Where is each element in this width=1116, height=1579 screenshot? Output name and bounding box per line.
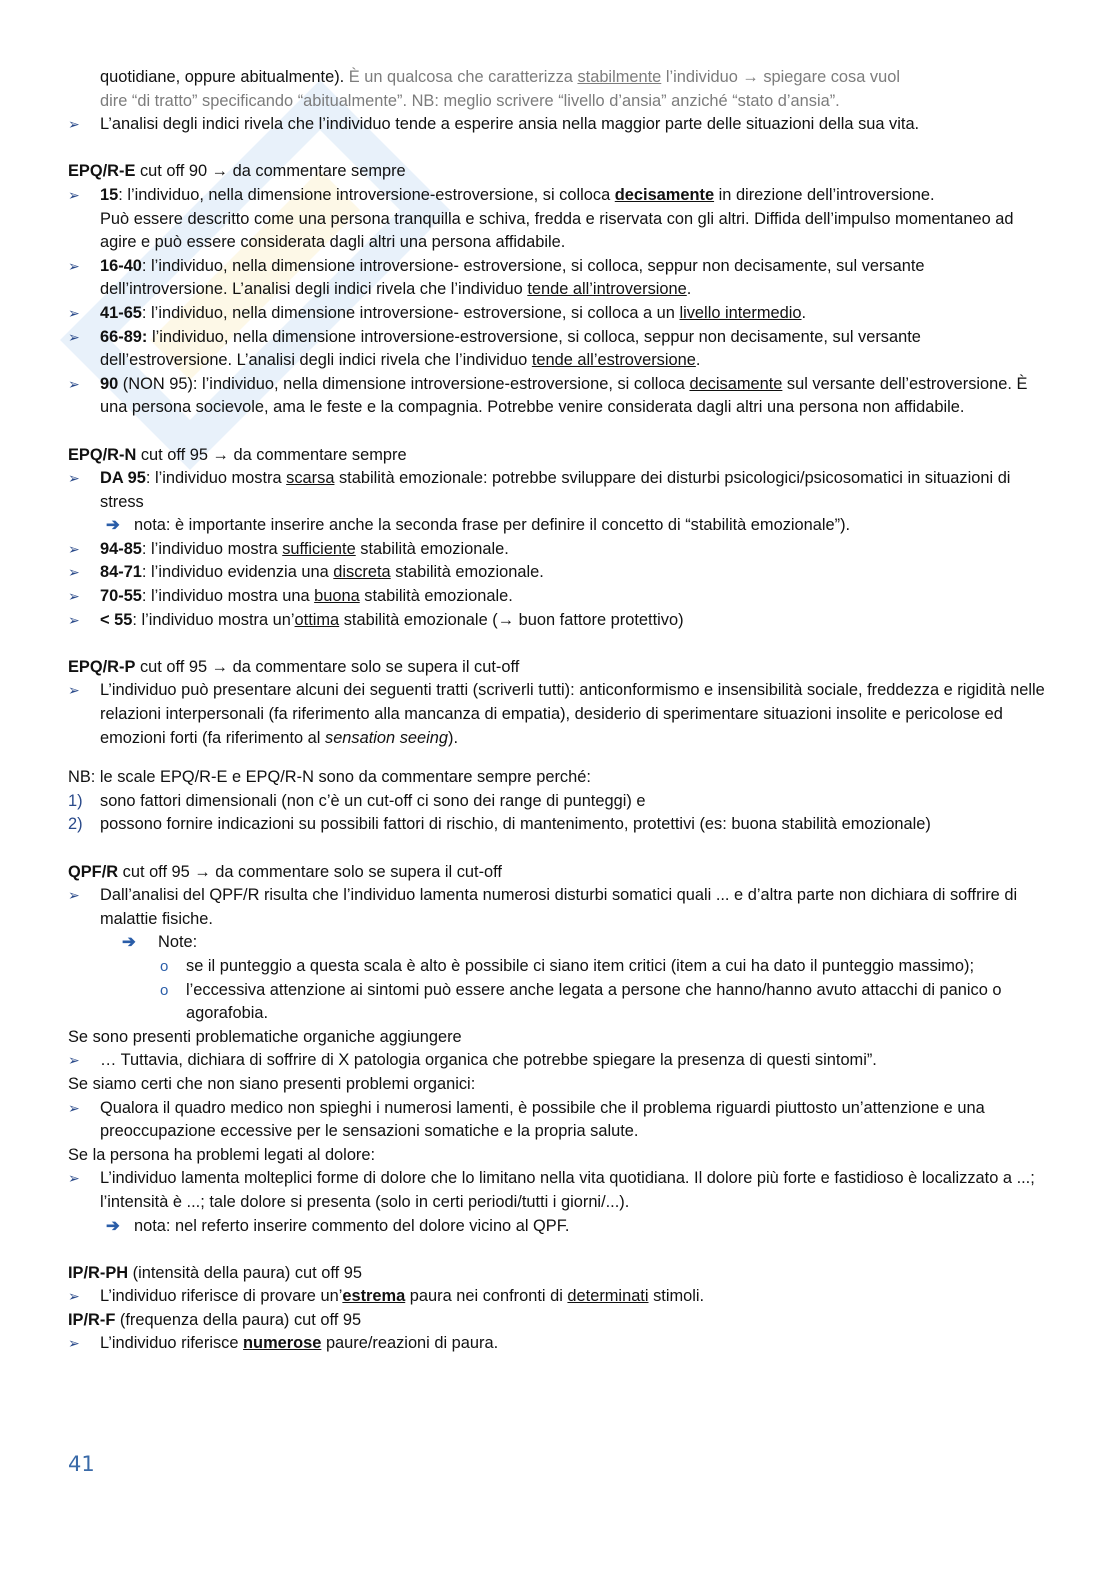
list-item: ➢ 41-65: l’individuo, nella dimensione introversione- estroversione, si colloca a un livello intermedio. <box>68 302 1048 326</box>
arrow-bullet-icon: ➢ <box>68 186 80 203</box>
section-heading-epqn: EPQ/R-N cut off 95 → da commentare sempre <box>68 445 407 464</box>
arrow-bullet-icon: ➢ <box>68 1099 80 1116</box>
circle-bullet-icon: o <box>160 981 169 999</box>
condition-heading: Se la persona ha problemi legati al dolore: <box>68 1145 376 1164</box>
section-heading-epqe: EPQ/R-E cut off 90 → da commentare sempre <box>68 162 406 181</box>
list-item: ➢ 66-89: l’individuo, nella dimensione introversione-estroversione, si colloca, seppur non decisamente, sul versante dell’estroversione. L’analisi degli indici rivela che l’individuo tende all’estroversione. <box>68 327 921 370</box>
section-heading-epqp: EPQ/R-P cut off 95 → da commentare solo se supera il cut-off <box>68 657 520 676</box>
note-line: ➔ nota: nel referto inserire commento del dolore vicino al QPF. <box>68 1215 1048 1239</box>
list-item: ➢ … Tuttavia, dichiara di soffrire di X patologia organica che potrebbe spiegare la presenza di questi sintomi”. <box>68 1049 1048 1073</box>
arrow-bullet-icon: ➢ <box>68 304 80 321</box>
arrow-bullet-icon: ➢ <box>68 470 80 487</box>
arrow-bullet-icon: ➢ <box>68 328 80 345</box>
section-heading-ipph: IP/R-PH (intensità della paura) cut off 95 <box>68 1263 362 1282</box>
arrow-bullet-icon: ➢ <box>68 682 80 699</box>
right-arrow-icon: ➔ <box>106 516 120 535</box>
intro-line-1: quotidiane, oppure abitualmente). È un qualcosa che caratterizza stabilmente l’individuo → spiegare cosa vuol <box>100 68 900 86</box>
intro-bullet: ➢ L’analisi degli indici rivela che l’individuo tende a esperire ansia nella maggior parte delle situazioni della sua vita. <box>68 113 1048 137</box>
nb-intro: NB: le scale EPQ/R-E e EPQ/R-N sono da commentare sempre perché: <box>68 768 591 787</box>
arrow-bullet-icon: ➢ <box>68 564 80 581</box>
arrow-bullet-icon: ➢ <box>68 540 80 557</box>
arrow-bullet-icon: ➢ <box>68 116 80 133</box>
list-item: ➢ L’individuo riferisce numerose paure/reazioni di paura. <box>68 1332 1048 1356</box>
note-label: ➔ Note: <box>68 931 1048 955</box>
page-number: 41 <box>68 1452 95 1476</box>
note-line: ➔ nota: è importante inserire anche la seconda frase per definire il concetto di “stabilità emozionale”). <box>68 514 1048 538</box>
arrow-bullet-icon: ➢ <box>68 1288 80 1305</box>
circle-bullet-icon: o <box>160 957 169 975</box>
arrow-bullet-icon: ➢ <box>68 588 80 605</box>
list-item: ➢ 16-40: l’individuo, nella dimensione introversione- estroversione, si colloca, seppur non decisamente, sul versante dell’introversione. L’analisi degli indici rivela che l’individuo tende all’introversione. <box>68 256 925 299</box>
list-item: ➢ 70-55: l’individuo mostra una buona stabilità emozionale. <box>68 585 1048 609</box>
list-item: ➢ 84-71: l’individuo evidenzia una discreta stabilità emozionale. <box>68 561 1048 585</box>
arrow-bullet-icon: ➢ <box>68 1335 80 1352</box>
arrow-bullet-icon: ➢ <box>68 375 80 392</box>
arrow-bullet-icon: ➢ <box>68 1170 80 1187</box>
list-item: ➢ Dall’analisi del QPF/R risulta che l’individuo lamenta numerosi disturbi somatici quali ... e d’altra parte non dichiara di soffrire di malattie fisiche. <box>68 886 1018 928</box>
document-body <box>68 66 1048 1356</box>
arrow-bullet-icon: ➢ <box>68 611 80 628</box>
list-item: ➢ L’individuo lamenta molteplici forme di dolore che lo limitano nella vita quotidiana. Il dolore più forte e fastidioso è localizzato a ...; l’intensità è ...; tale dolore si presenta (solo in certi periodi/tutti i giorni/...). <box>68 1169 1035 1211</box>
numbered-item: 2) possono fornire indicazioni su possibili fattori di rischio, di mantenimento, protettivi (es: buona stabilità emozionale) <box>68 815 931 834</box>
list-item: ➢ 94-85: l’individuo mostra sufficiente stabilità emozionale. <box>68 538 1048 562</box>
sub-list-item: o l’eccessiva attenzione ai sintomi può essere anche legata a persone che hanno/hanno avuto attacchi di panico o agorafobia. <box>160 980 1002 1023</box>
section-heading-ipf: IP/R-F (frequenza della paura) cut off 95 <box>68 1310 362 1329</box>
numbered-item: 1) sono fattori dimensionali (non c’è un cut-off ci sono dei range di punteggi) e <box>68 791 646 810</box>
arrow-bullet-icon: ➢ <box>68 257 80 274</box>
list-item: ➢ 90 (NON 95): l’individuo, nella dimensione introversione-estroversione, si colloca decisamente sul versante dell’estroversione. È una persona socievole, ama le feste e la compagnia. Potrebbe venire considerata dagli altri una persona non affidabile. <box>68 374 1028 417</box>
sub-list-item: o se il punteggio a questa scala è alto è possibile ci siano item critici (item a cui ha dato il punteggio massimo); <box>68 955 1048 979</box>
section-heading-qpf: QPF/R cut off 95 → da commentare solo se supera il cut-off <box>68 862 502 881</box>
condition-heading: Se siamo certi che non siano presenti problemi organici: <box>68 1074 476 1093</box>
list-item: ➢ Qualora il quadro medico non spieghi i numerosi lamenti, è possibile che il problema riguardi piuttosto un’attenzione e una preoccupazione eccessive per le sensazioni somatiche e la propria salute. <box>68 1098 985 1141</box>
list-item: ➢ L’individuo riferisce di provare un’estrema paura nei confronti di determinati stimoli. <box>68 1285 1048 1309</box>
arrow-bullet-icon: ➢ <box>68 1052 80 1069</box>
list-item: ➢ < 55: l’individuo mostra un’ottima stabilità emozionale (→ buon fattore protettivo) <box>68 609 1048 633</box>
list-item: ➢ L’individuo può presentare alcuni dei seguenti tratti (scriverli tutti): anticonformismo e insensibilità sociale, freddezza e rigidità nelle relazioni interpersonali (fa riferimento alla mancanza di empatia), desiderio di sperimentare situazioni insolite e pericolose ed emozioni forti (fa riferimento al sensation seeing). <box>68 681 1045 747</box>
list-item: ➢ 15: l’individuo, nella dimensione introversione-estroversione, si colloca decisamente in direzione dell’introversione. Può essere descritto come una persona tranquilla e schiva, fredda e riservata con gli altri. Diffida dell’impulso momentaneo ad agire e può essere considerata dagli altri una persona affidabile. <box>68 185 1014 252</box>
condition-heading: Se sono presenti problematiche organiche aggiungere <box>68 1027 462 1046</box>
right-arrow-icon: ➔ <box>106 1216 120 1235</box>
intro-line-2: dire “di tratto” specificando “abitualmente”. NB: meglio scrivere “livello d’ansia” anziché “stato d’ansia”. <box>100 91 840 110</box>
arrow-bullet-icon: ➢ <box>68 887 80 904</box>
right-arrow-icon: ➔ <box>122 933 136 952</box>
list-item: ➢ DA 95: l’individuo mostra scarsa stabilità emozionale: potrebbe sviluppare dei disturbi psicologici/psicosomatici in situazioni di stress <box>68 469 1011 511</box>
